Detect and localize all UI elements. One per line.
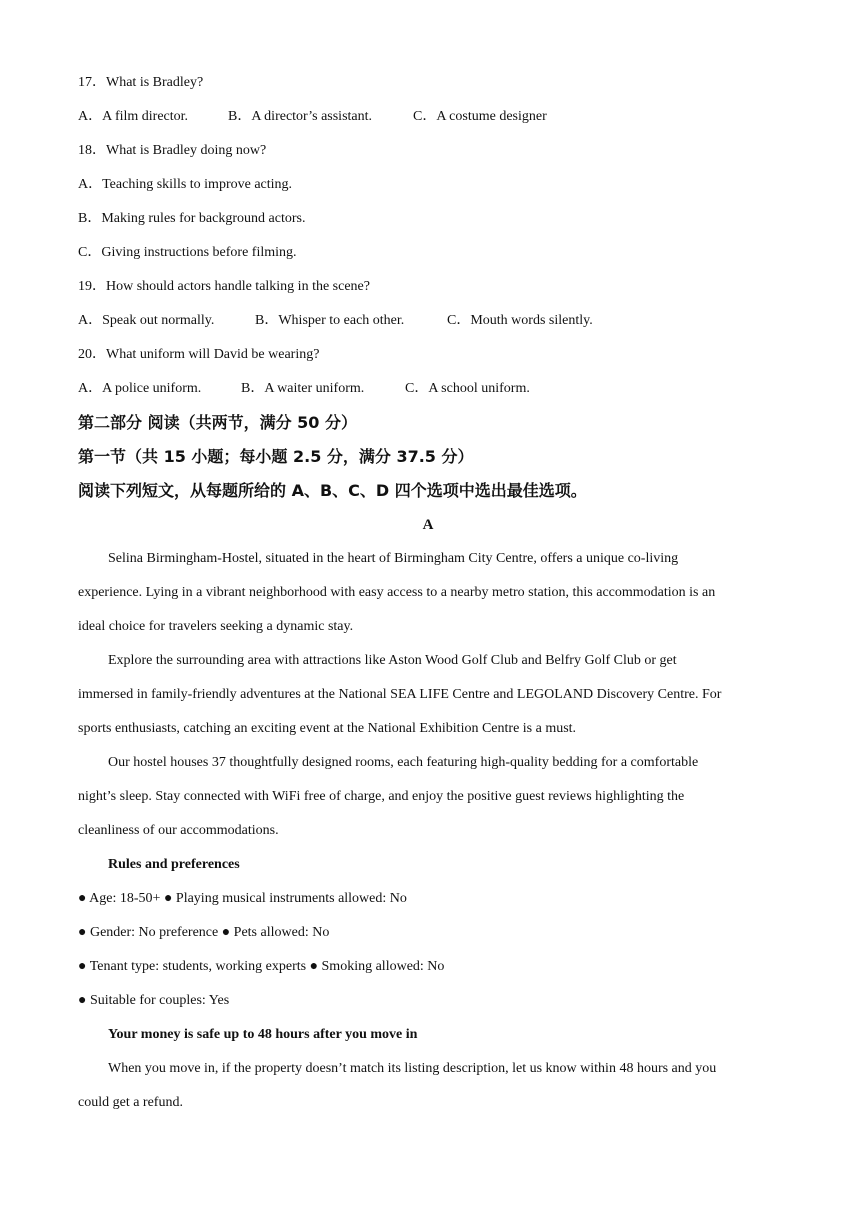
- passage-paragraph-1: [78, 542, 778, 644]
- option-c: C．A costume designer: [413, 109, 547, 124]
- paragraph-line: night’s sleep. Stay connected with WiFi free of charge, and enjoy the positive guest reviews highlighting the: [78, 789, 685, 804]
- question-18: 18．What is Bradley doing now?: [78, 143, 267, 158]
- paragraph-line: Explore the surrounding area with attractions like Aston Wood Golf Club and Belfry Golf Club or get: [108, 653, 677, 668]
- option-b: B．Making rules for background actors.: [78, 211, 306, 226]
- passage-paragraph-3: [78, 746, 778, 848]
- passage-label: A: [422, 517, 434, 533]
- rules-line: ● Tenant type: students, working experts ● Smoking allowed: No: [78, 959, 445, 974]
- question-19-options: [78, 304, 778, 338]
- paragraph-line: cleanliness of our accommodations.: [78, 823, 279, 838]
- money-heading: Your money is safe up to 48 hours after you move in: [108, 1027, 418, 1042]
- paragraph-line: immersed in family-friendly adventures at the National SEA LIFE Centre and LEGOLAND Discovery Centre. For: [78, 687, 722, 702]
- money-text-line: could get a refund.: [78, 1095, 183, 1110]
- option-c: C．Giving instructions before filming.: [78, 245, 297, 260]
- question-17-options: [78, 100, 778, 134]
- section-title: 第一节（共 15 小题；每小题 2.5 分，满分 37.5 分）: [78, 447, 474, 466]
- option-a: A．Teaching skills to improve acting.: [78, 177, 293, 192]
- paragraph-line: Selina Birmingham-Hostel, situated in the heart of Birmingham City Centre, offers a unique co-living: [108, 551, 679, 566]
- paragraph-line: experience. Lying in a vibrant neighborhood with easy access to a nearby metro station, this accommodation is an: [78, 585, 716, 600]
- paragraph-line: Our hostel houses 37 thoughtfully designed rooms, each featuring high-quality bedding for a comfortable: [108, 755, 699, 770]
- option-b: B．A director’s assistant.: [228, 109, 373, 124]
- question-20: 20．What uniform will David be wearing?: [78, 347, 320, 362]
- section-instruction: 阅读下列短文，从每题所给的 A、B、C、D 四个选项中选出最佳选项。: [78, 481, 587, 500]
- option-b: B．Whisper to each other.: [255, 313, 405, 328]
- option-c: C．Mouth words silently.: [447, 313, 593, 328]
- option-a: A．A police uniform.: [78, 381, 202, 396]
- paragraph-line: sports enthusiasts, catching an exciting event at the National Exhibition Centre is a must.: [78, 721, 577, 736]
- rules-line: ● Suitable for couples: Yes: [78, 993, 230, 1008]
- rules-line: ● Gender: No preference ● Pets allowed: No: [78, 925, 330, 940]
- rules-heading: Rules and preferences: [108, 857, 240, 872]
- paragraph-line: ideal choice for travelers seeking a dynamic stay.: [78, 619, 354, 634]
- passage-paragraph-2: [78, 644, 778, 746]
- option-a: A．A film director.: [78, 109, 189, 124]
- option-a: A．Speak out normally.: [78, 313, 215, 328]
- exam-page: [78, 66, 778, 1120]
- question-19: 19．How should actors handle talking in the scene?: [78, 279, 370, 294]
- money-text-line: When you move in, if the property doesn’t match its listing description, let us know within 48 hours and you: [108, 1061, 717, 1076]
- option-b: B．A waiter uniform.: [241, 381, 365, 396]
- rules-line: ● Age: 18-50+ ● Playing musical instruments allowed: No: [78, 891, 407, 906]
- question-20-options: [78, 372, 778, 406]
- question-17: 17．What is Bradley?: [78, 75, 204, 90]
- option-c: C．A school uniform.: [405, 381, 530, 396]
- part-title: 第二部分 阅读（共两节，满分 50 分）: [78, 413, 357, 432]
